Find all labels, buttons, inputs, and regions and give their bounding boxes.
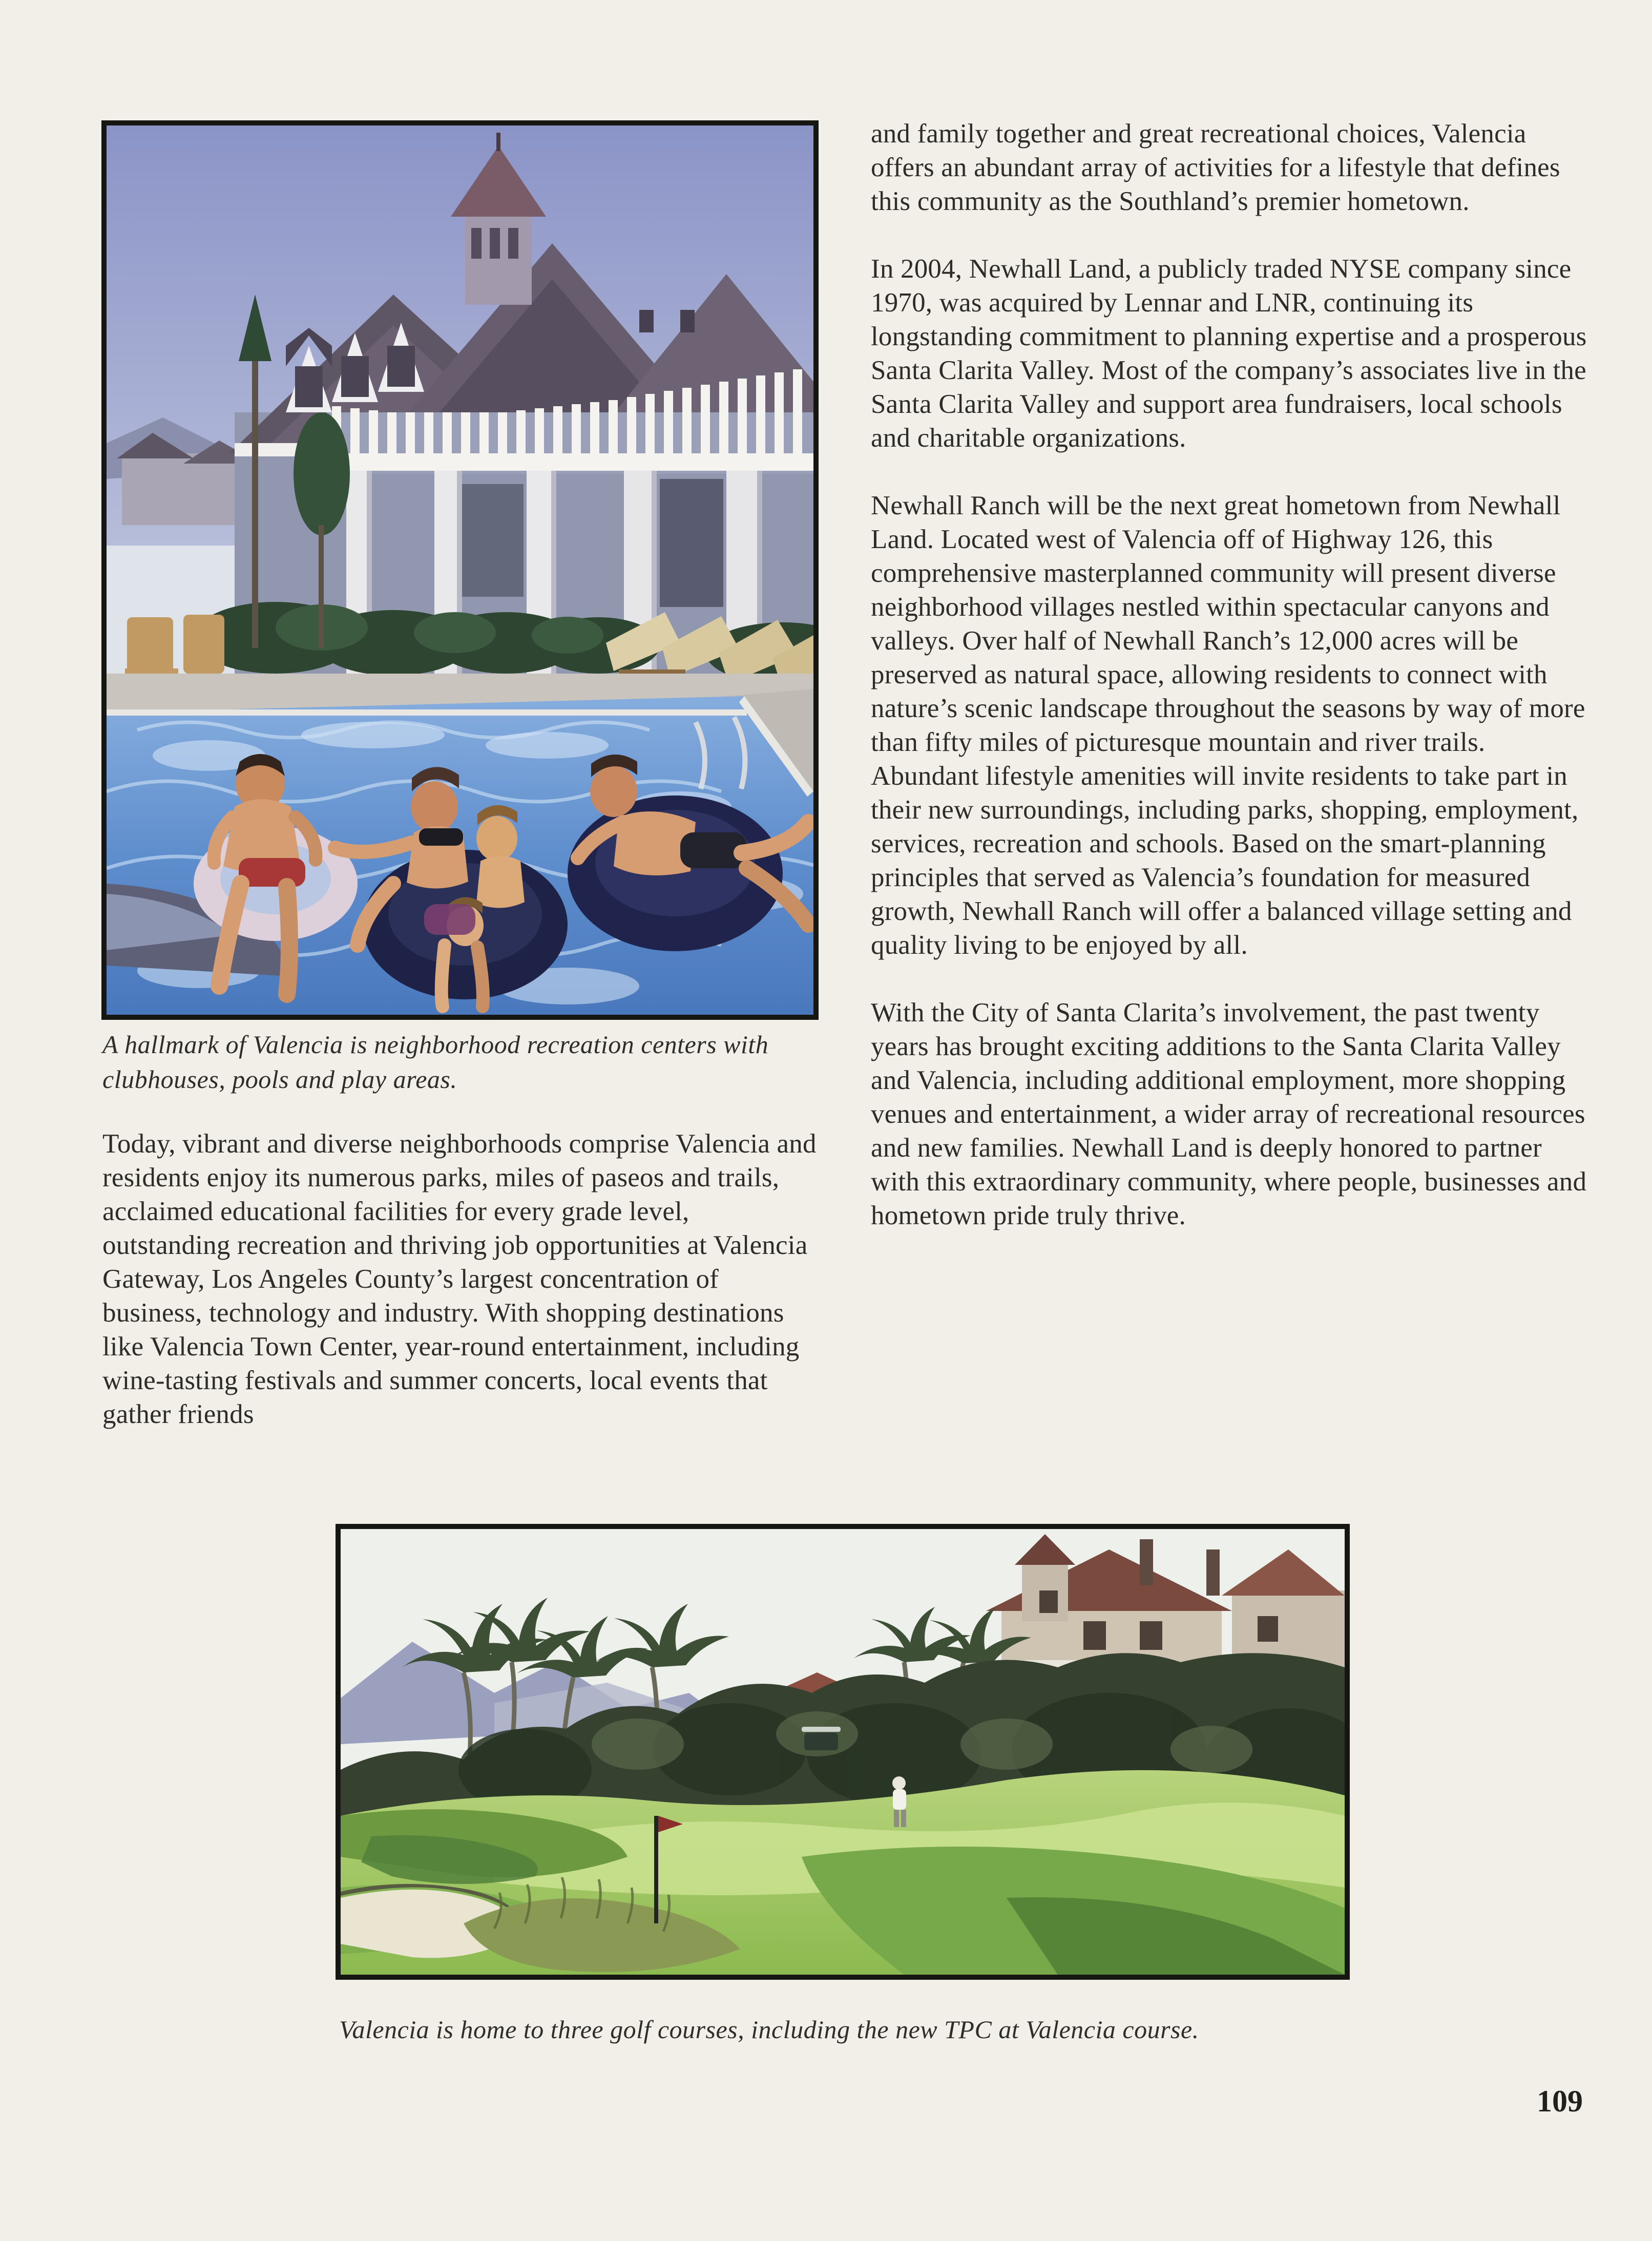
page-number: 109: [1537, 2084, 1583, 2118]
right-text-column: [871, 117, 1594, 1232]
pool-photo-caption: A hallmark of Valencia is neighborhood recreation centers with clubhouses, pools and play areas.: [102, 1030, 769, 1094]
pool-photo: [101, 120, 819, 1020]
body-paragraph: Today, vibrant and diverse neighborhoods comprise Valencia and residents enjoy its numerous parks, miles of paseos and trails, acclaimed educational facilities for every grade level, outstanding recreation and thriving job opportunities at Valencia Gateway, Los Angeles County’s largest concentration of business, technology and industry. With shopping destinations like Valencia Town Center, year-round entertainment, including wine-tasting festivals and summer concerts, local events that gather friends: [102, 1129, 817, 1429]
body-paragraph: In 2004, Newhall Land, a publicly traded NYSE company since 1970, was acquired by Lennar and LNR, continuing its longstanding commitment to planning expertise and a prosperous Santa Clarita Valley. Most of the company’s associates live in the Santa Clarita Valley and support area fundraisers, local schools and charitable organizations.: [871, 254, 1587, 453]
body-paragraph: Newhall Ranch will be the next great hometown from Newhall Land. Located west of Valencia off of Highway 126, this comprehensive masterplanned community will present diverse neighborhood villages nestled within spectacular canyons and valleys. Over half of Newhall Ranch’s 12,000 acres will be preserved as natural space, allowing residents to connect with nature’s scenic landscape throughout the seasons by way of more than fifty miles of picturesque mountain and river trails. Abundant lifestyle amenities will invite residents to take part in their new surroundings, including parks, shopping, employment, services, recreation and schools. Based on the smart-planning principles that served as Valencia’s foundation for measured growth, Newhall Ranch will offer a balanced village setting and quality living to be enjoyed by all.: [871, 491, 1585, 960]
golf-photo-caption: Valencia is home to three golf courses, including the new TPC at Valencia course.: [339, 2015, 1199, 2044]
body-paragraph: With the City of Santa Clarita’s involvement, the past twenty years has brought exciting additions to the Santa Clarita Valley and Valencia, including additional employment, more shopping venues and entertainment, a wider array of recreational resources and new families. Newhall Land is deeply honored to partner with this extraordinary community, where people, businesses and hometown pride truly thrive.: [871, 998, 1587, 1230]
body-paragraph: and family together and great recreational choices, Valencia offers an abundant array of activities for a lifestyle that defines this community as the Southland’s premier hometown.: [871, 119, 1560, 216]
golf-photo-illustration: [341, 1529, 1345, 1975]
left-text-column: [102, 1127, 820, 1431]
golf-photo: [336, 1524, 1350, 1980]
pool-photo-illustration: [107, 125, 813, 1015]
